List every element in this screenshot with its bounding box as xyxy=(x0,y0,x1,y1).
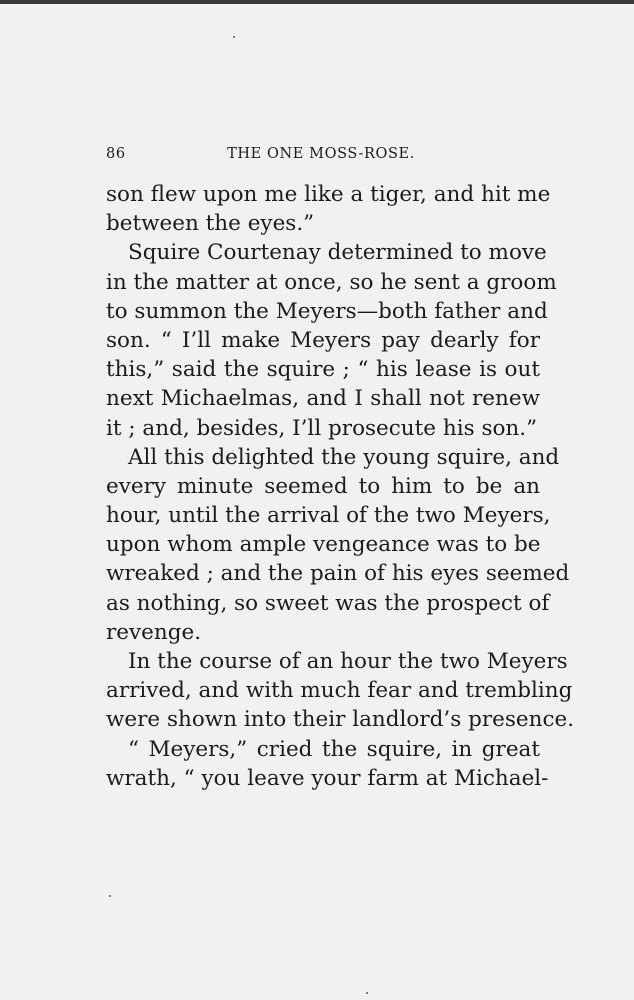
text-line: All this delighted the young squire, and xyxy=(128,444,560,470)
text-line: Squire Courtenay determined to move xyxy=(128,240,547,266)
page-number: 86 xyxy=(106,146,126,162)
text-line: arrived, and with much fear and trembling xyxy=(106,678,573,704)
page-header xyxy=(106,146,536,166)
text-line: next Michaelmas, and I shall not renew xyxy=(106,386,540,412)
text-line: hour, until the arrival of the two Meyers, xyxy=(106,503,551,529)
text-line: were shown into their landlord’s presence. xyxy=(106,707,575,733)
text-line: wrath, “ you leave your farm at Michael- xyxy=(106,765,549,791)
text-line: every minute seemed to him to be an xyxy=(106,473,540,499)
text-line: “ Meyers,” cried the squire, in great xyxy=(128,736,540,762)
text-line: son flew upon me like a tiger, and hit me xyxy=(106,182,551,207)
text-line: this,” said the squire ; “ his lease is out xyxy=(106,357,540,383)
text-line: son. “ I’ll make Meyers pay dearly for xyxy=(106,327,540,353)
text-line: between the eyes.” xyxy=(106,211,315,237)
paper-speck xyxy=(366,992,368,994)
running-title: THE ONE MOSS-ROSE. xyxy=(227,146,415,162)
text-line: to summon the Meyers—both father and xyxy=(106,298,548,324)
text-line: revenge. xyxy=(106,619,202,645)
text-line: in the matter at once, so he sent a groom xyxy=(106,269,557,295)
text-line: wreaked ; and the pain of his eyes seemed xyxy=(106,561,570,587)
text-line: In the course of an hour the two Meyers xyxy=(128,649,568,674)
paper-speck xyxy=(233,36,235,38)
text-line: it ; and, besides, I’ll prosecute his son.” xyxy=(106,415,538,441)
text-line: as nothing, so sweet was the prospect of xyxy=(106,590,550,616)
paper-speck xyxy=(109,895,111,897)
text-line: upon whom ample vengeance was to be xyxy=(106,532,541,558)
body-text xyxy=(106,180,575,793)
